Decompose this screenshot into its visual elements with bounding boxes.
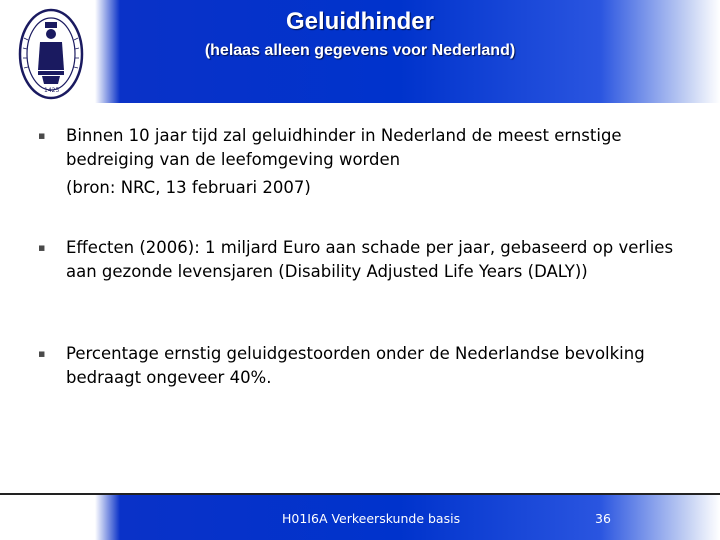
- bullet-text: Percentage ernstig geluidgestoorden onder de Nederlandse bevolking bedraagt ongeveer 40%.: [66, 344, 645, 387]
- bullet-text: Binnen 10 jaar tijd zal geluidhinder in Nederland de meest ernstige bedreiging van de leefomgeving worden: [66, 126, 622, 169]
- bullet-item: [38, 124, 688, 200]
- square-bullet-icon: ▪: [38, 241, 46, 254]
- slide-subtitle: (helaas alleen gegevens voor Nederland): [204, 42, 516, 59]
- bullet-item: [38, 236, 688, 284]
- svg-text:1425: 1425: [44, 87, 60, 94]
- bullet-source: (bron: NRC, 13 februari 2007): [66, 178, 311, 197]
- square-bullet-icon: ▪: [38, 347, 46, 360]
- square-bullet-icon: ▪: [38, 129, 46, 142]
- bullet-text: Effecten (2006): 1 miljard Euro aan schade per jaar, gebaseerd op verlies aan gezonde levensjaren (Disability Adjusted Life Years (DALY)): [66, 238, 674, 281]
- page-number: 36: [595, 511, 611, 526]
- slide-title: Geluidhinder: [285, 8, 434, 35]
- bullet-item: [38, 342, 688, 390]
- footer-course: H01I6A Verkeerskunde basis: [282, 511, 461, 526]
